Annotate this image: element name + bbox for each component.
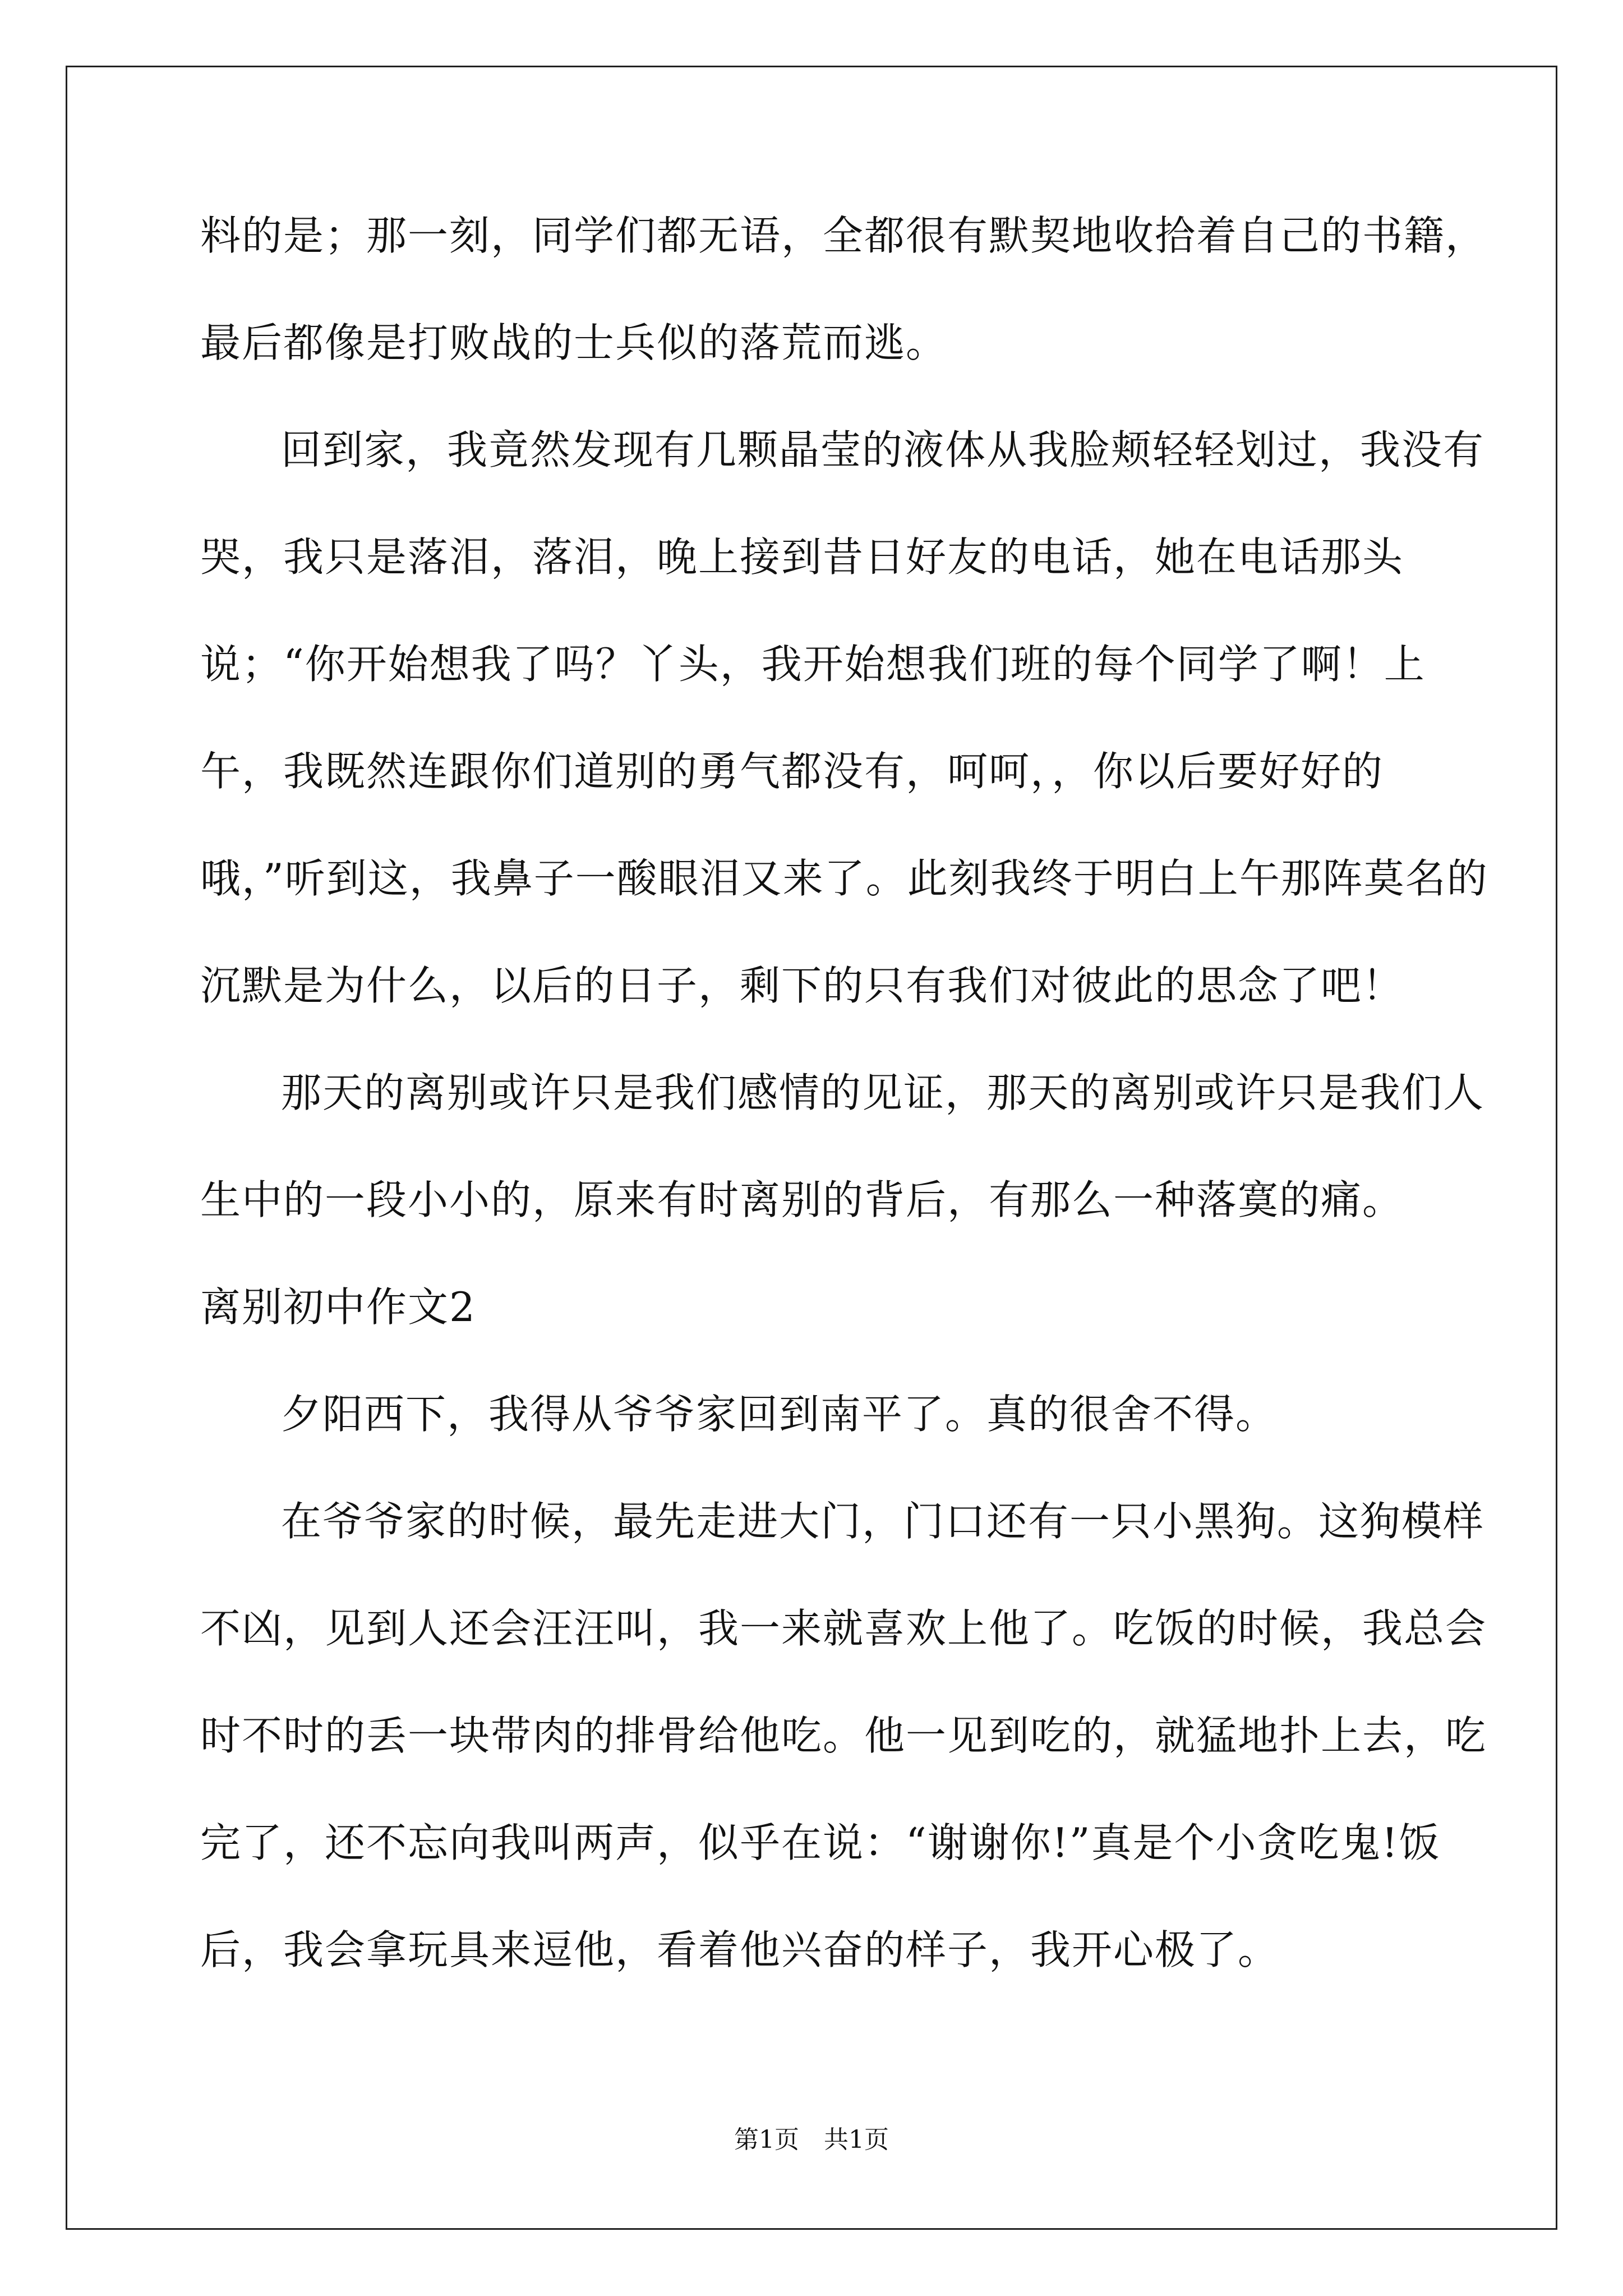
paragraph-return-home: 回到家，我竟然发现有几颗晶莹的液体从我脸颊轻轻划过，我没有哭，我只是落泪，落泪，晚上接到昔日好友的电话，她在电话那头说；“你开始想我了吗？丫头，我开始想我们班的每个同学了啊！上午，我既然连跟你们道别的勇气都没有，呵呵，，你以后要好好的哦，”听到这，我鼻子一酸眼泪又来了。此刻我终于明白上午那阵莫名的沉默是为什么，以后的日子，剩下的只有我们对彼此的思念了吧！: [200, 426, 1488, 1009]
paragraph-little-dog: 在爷爷家的时候，最先走进大门，门口还有一只小黑狗。这狗模样不凶，见到人还会汪汪叫，我一来就喜欢上他了。吃饭的时候，我总会时不时的丢一块带肉的排骨给他吃。他一见到吃的，就猛地扑上去，吃完了，还不忘向我叫两声，似乎在说：“谢谢你!”真是个小贪吃鬼!饭后，我会拿玩具来逗他，看着他兴奋的样子，我开心极了。: [200, 1498, 1487, 1973]
essay-title: 离别初中作文2: [200, 1283, 476, 1331]
page-footer: 第1页 共1页: [734, 2125, 889, 2154]
paragraph-continuation: 料的是；那一刻，同学们都无语，全都很有默契地收拾着自己的书籍，最后都像是打败战的士兵似的落荒而逃。: [200, 212, 1487, 366]
paragraph-sunset: 夕阳西下，我得从爷爷家回到南平了。真的很舍不得。: [281, 1391, 1278, 1438]
document-body: [200, 182, 1490, 2004]
paragraph-farewell-reflection: 那天的离别或许只是我们感情的见证，那天的离别或许只是我们人生中的一段小小的，原来有时离别的背后，有那么一种落寞的痛。: [200, 1069, 1485, 1223]
